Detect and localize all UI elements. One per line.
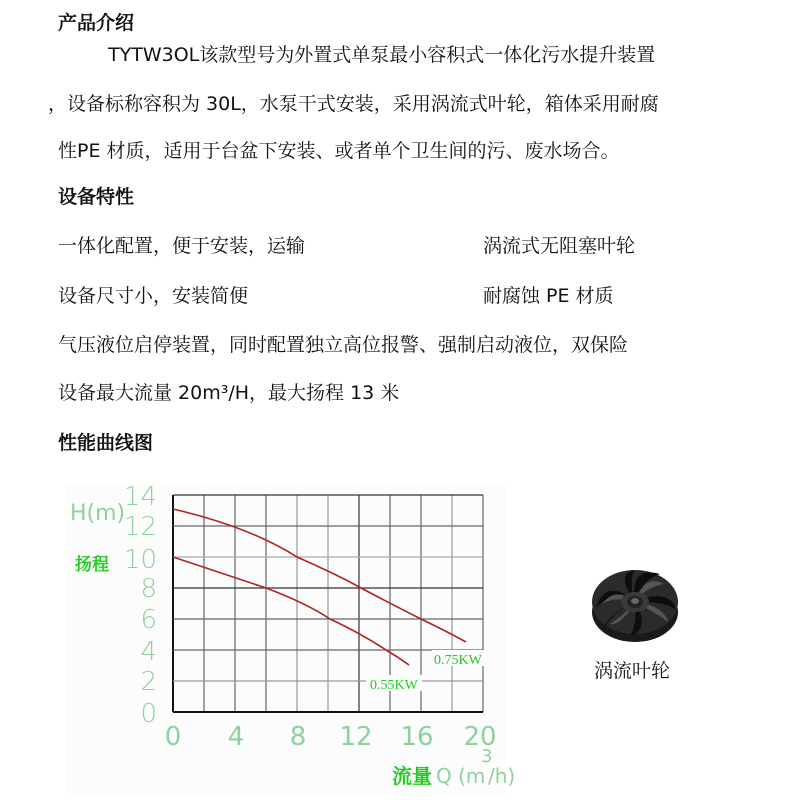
- svg-text:扬程: 扬程: [75, 555, 109, 575]
- svg-text:12: 12: [339, 722, 373, 752]
- intro-line-2: ，设备标称容积为 30L，水泵干式安装，采用涡流式叶轮，箱体采用耐腐: [48, 93, 659, 115]
- svg-text:8: 8: [140, 574, 157, 604]
- svg-text:20: 20: [463, 722, 497, 752]
- svg-text:4: 4: [227, 722, 245, 752]
- svg-text:2: 2: [140, 667, 157, 697]
- svg-text:4: 4: [140, 637, 157, 667]
- svg-text:16: 16: [400, 722, 434, 752]
- intro-line-1: TYTW3OL该款型号为外置式单泵最小容积式一体化污水提升装置: [108, 44, 656, 66]
- intro-line-3: 性PE 材质，适用于台盆下安装、或者单个卫生间的污、废水场合。: [58, 140, 620, 162]
- svg-text:14: 14: [123, 482, 157, 512]
- svg-text:6: 6: [140, 605, 157, 635]
- svg-text:3: 3: [481, 746, 493, 767]
- feature-right-1: 涡流式无阻塞叶轮: [483, 235, 636, 257]
- feature-line-3: 气压液位启停装置，同时配置独立高位报警、强制启动液位，双保险: [58, 334, 629, 356]
- intro-heading: 产品介绍: [58, 12, 135, 34]
- feature-right-2: 耐腐蚀 PE 材质: [483, 285, 614, 307]
- impeller-image: [590, 560, 680, 650]
- label-0-55kw: 0.55KW: [370, 678, 418, 693]
- feature-left-2: 设备尺寸小，安装简便: [58, 285, 249, 307]
- svg-text:/h): /h): [488, 764, 516, 788]
- features-heading: 设备特性: [58, 186, 135, 208]
- svg-text:8: 8: [289, 722, 307, 752]
- svg-text:Q (m: Q (m: [436, 764, 486, 788]
- impeller-caption: 涡流叶轮: [594, 660, 671, 682]
- svg-text:12: 12: [123, 512, 157, 542]
- svg-text:H(m): H(m): [70, 501, 126, 526]
- svg-text:流量: 流量: [392, 764, 432, 788]
- svg-text:10: 10: [123, 545, 157, 575]
- label-0-75kw: 0.75KW: [434, 653, 482, 668]
- performance-heading: 性能曲线图: [58, 432, 154, 454]
- feature-line-4: 设备最大流量 20m³/H，最大扬程 13 米: [58, 382, 400, 404]
- svg-text:0: 0: [140, 699, 157, 729]
- svg-text:0: 0: [164, 722, 182, 752]
- feature-left-1: 一体化配置，便于安装，运输: [58, 235, 306, 257]
